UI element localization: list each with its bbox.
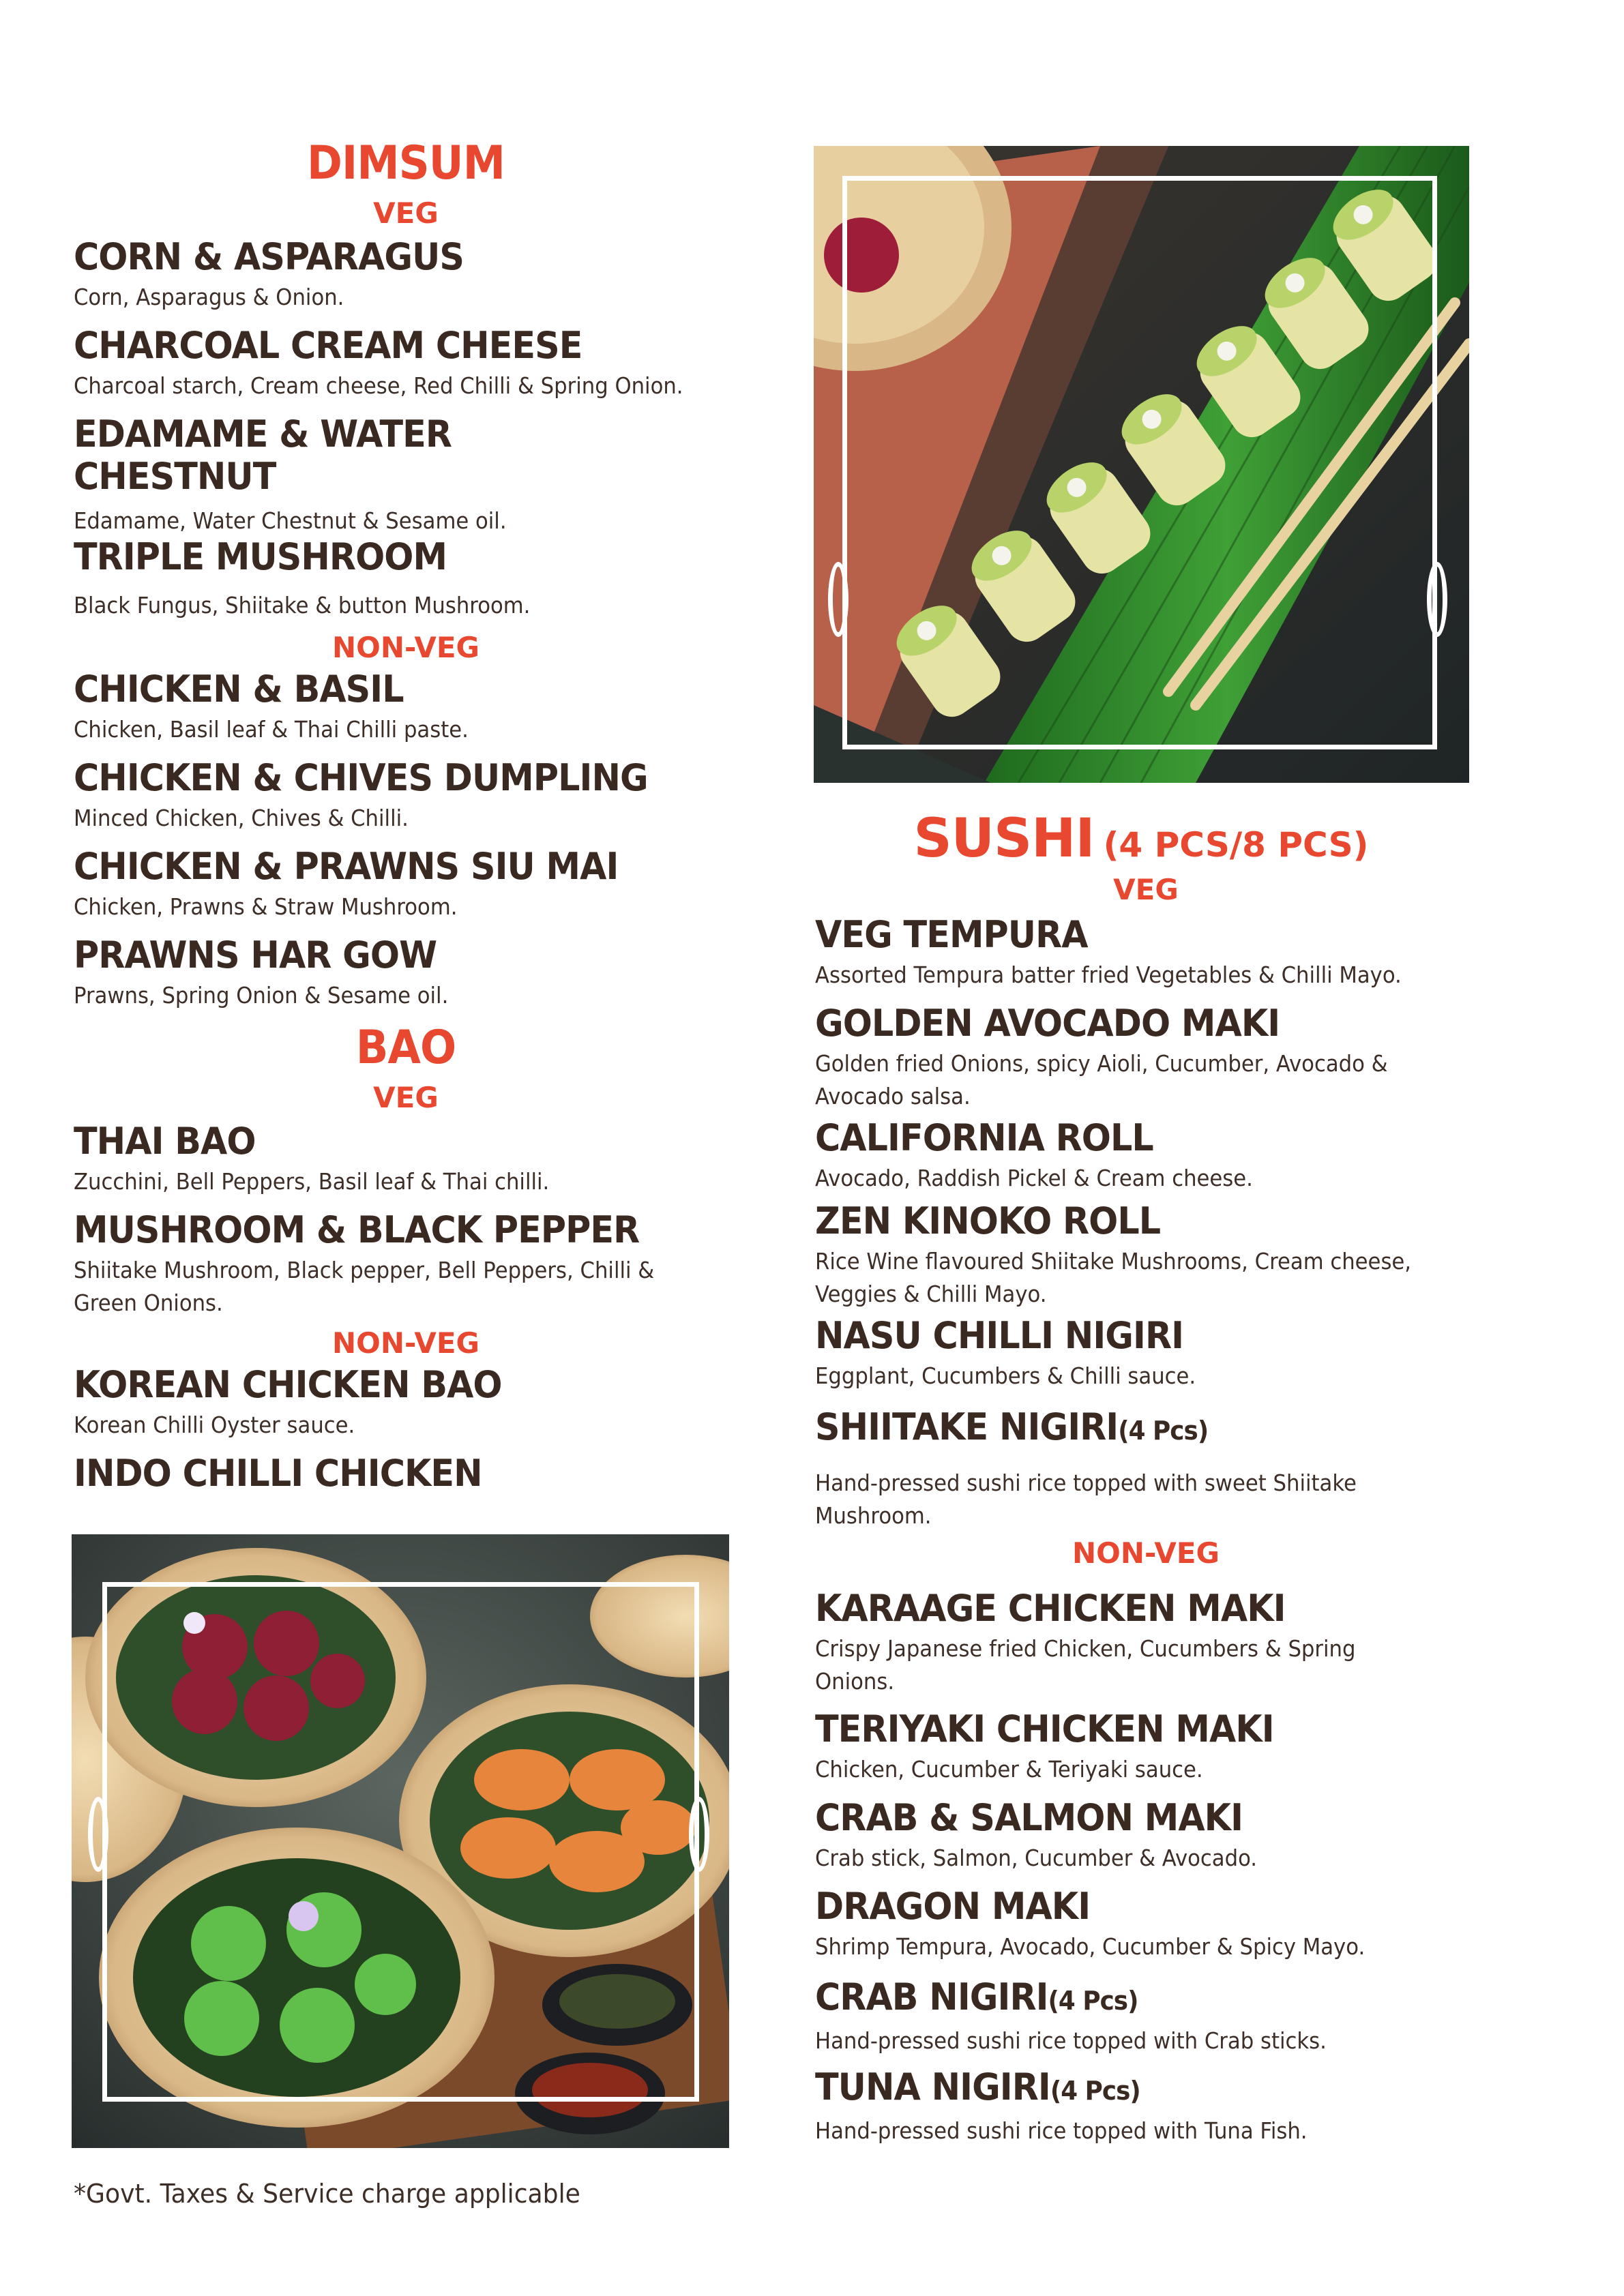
item-name: CHICKEN & PRAWNS SIU MAI: [74, 845, 619, 888]
footer-note: *Govt. Taxes & Service charge applicable: [74, 2179, 580, 2209]
menu-item: [74, 413, 539, 537]
menu-item: [74, 536, 565, 622]
menu-item: [74, 325, 729, 402]
item-desc: Chicken, Cucumber & Teriyaki sauce.: [815, 1756, 1203, 1783]
item-desc: Black Fungus, Shiitake & button Mushroom.: [74, 592, 531, 618]
menu-item: [815, 1200, 1456, 1311]
sushi-photo: [814, 146, 1469, 783]
sushi-title-row: [812, 808, 1471, 869]
menu-item: [74, 236, 489, 314]
menu-item: [74, 934, 477, 1012]
item-name-row: [815, 1976, 1332, 2022]
menu-item: [815, 1406, 1398, 1532]
item-name: DRAGON MAKI: [815, 1885, 1091, 1928]
item-name: TUNA NIGIRI: [815, 2066, 1050, 2108]
item-desc: Charcoal starch, Cream cheese, Red Chilli & Spring Onion.: [74, 372, 683, 399]
menu-item: [815, 914, 1446, 992]
item-desc: Minced Chicken, Chives & Chilli.: [74, 805, 409, 831]
item-name: CHICKEN & BASIL: [74, 668, 404, 711]
item-desc: Hand-pressed sushi rice topped with Crab sticks.: [815, 2027, 1327, 2054]
bao-title: BAO: [355, 1021, 456, 1075]
item-name: PRAWNS HAR GOW: [74, 934, 437, 976]
item-name: CHARCOAL CREAM CHEESE: [74, 324, 582, 367]
menu-item: [815, 1002, 1431, 1113]
item-pcs: (4 Pcs): [1050, 2076, 1140, 2106]
item-name: KARAAGE CHICKEN MAKI: [815, 1587, 1286, 1630]
bao-nonveg-label: NON-VEG: [331, 1326, 480, 1360]
item-desc: Korean Chilli Oyster sauce.: [74, 1412, 355, 1438]
item-name: CRAB NIGIRI: [815, 1976, 1048, 2018]
menu-item: [74, 1209, 698, 1320]
frame-notch-right: [1427, 562, 1447, 637]
item-name: VEG TEMPURA: [815, 913, 1088, 956]
menu-item: [815, 2066, 1344, 2147]
frame-notch-left: [88, 1797, 108, 1872]
sushi-title-suffix: (4 PCS/8 PCS): [1103, 825, 1369, 865]
menu-item: [815, 1117, 1286, 1195]
item-desc-line2: Veggies & Chilli Mayo.: [815, 1281, 1047, 1307]
item-desc-line2: Onions.: [815, 1668, 895, 1695]
item-desc: Avocado, Raddish Pickel & Cream cheese.: [815, 1165, 1253, 1191]
item-desc: Hand-pressed sushi rice topped with Tuna Fish.: [815, 2117, 1308, 2144]
item-name-row: [815, 1406, 1362, 1452]
menu-item: [74, 1452, 508, 1495]
item-desc-line2: Avocado salsa.: [815, 1083, 971, 1109]
bao-veg-label: VEG: [373, 1081, 439, 1114]
item-desc-line2: Green Onions.: [74, 1289, 223, 1316]
menu-item: [815, 1708, 1303, 1786]
sushi-nonveg-label: NON-VEG: [1072, 1536, 1220, 1570]
menu-item: [815, 1315, 1224, 1392]
item-name: INDO CHILLI CHICKEN: [74, 1452, 482, 1495]
item-desc: Hand-pressed sushi rice topped with sweet Shiitake: [815, 1470, 1357, 1496]
item-name: EDAMAME & WATER: [74, 413, 452, 456]
item-desc: Edamame, Water Chestnut & Sesame oil.: [74, 507, 507, 534]
item-desc: Chicken, Basil leaf & Thai Chilli paste.: [74, 716, 469, 743]
item-name: MUSHROOM & BLACK PEPPER: [74, 1208, 640, 1251]
item-name: ZEN KINOKO ROLL: [815, 1199, 1161, 1242]
item-name: CALIFORNIA ROLL: [815, 1116, 1153, 1159]
item-desc: Corn, Asparagus & Onion.: [74, 284, 344, 310]
dimsum-nonveg-label: NON-VEG: [331, 631, 480, 664]
item-name: CHICKEN & CHIVES DUMPLING: [74, 756, 648, 799]
item-desc: Chicken, Prawns & Straw Mushroom.: [74, 893, 458, 920]
item-name: SHIITAKE NIGIRI: [815, 1405, 1119, 1448]
item-name: CORN & ASPARAGUS: [74, 235, 464, 278]
dimsum-photo: [72, 1534, 729, 2148]
frame-notch-left: [828, 562, 848, 637]
menu-item: [815, 1976, 1365, 2057]
item-desc: Eggplant, Cucumbers & Chilli sauce.: [815, 1362, 1196, 1389]
menu-item: [74, 1120, 585, 1198]
photo-frame: [842, 176, 1437, 749]
item-desc: Rice Wine flavoured Shiitake Mushrooms, Cream cheese,: [815, 1248, 1412, 1274]
item-desc: Golden fried Onions, spicy Aioli, Cucumber, Avocado &: [815, 1050, 1388, 1077]
item-pcs: (4 Pcs): [1118, 1416, 1209, 1446]
item-desc: Prawns, Spring Onion & Sesame oil.: [74, 982, 449, 1009]
item-name: THAI BAO: [74, 1120, 256, 1163]
menu-item: [815, 1587, 1396, 1698]
sushi-veg-label: VEG: [1113, 873, 1179, 906]
item-name: NASU CHILLI NIGIRI: [815, 1314, 1184, 1357]
item-desc: Crispy Japanese fried Chicken, Cucumbers & Spring: [815, 1635, 1356, 1662]
item-name: CRAB & SALMON MAKI: [815, 1796, 1243, 1839]
item-name-line2: CHESTNUT: [74, 455, 276, 498]
item-desc-line2: Mushroom.: [815, 1502, 932, 1529]
menu-item: [74, 757, 684, 835]
item-desc: Shiitake Mushroom, Black pepper, Bell Peppers, Chilli &: [74, 1257, 655, 1283]
menu-item: [74, 846, 653, 923]
menu-item: [815, 1885, 1406, 1963]
item-pcs: (4 Pcs): [1048, 1986, 1138, 2016]
item-desc: Crab stick, Salmon, Cucumber & Avocado.: [815, 1845, 1258, 1871]
item-name-row: [815, 2066, 1312, 2112]
menu-item: [74, 668, 498, 746]
dimsum-veg-label: VEG: [373, 196, 439, 230]
item-desc: Assorted Tempura batter fried Vegetables & Chilli Mayo.: [815, 961, 1402, 988]
dimsum-title: DIMSUM: [306, 136, 505, 190]
photo-frame: [102, 1582, 699, 2102]
frame-notch-right: [689, 1797, 709, 1872]
menu-item: [815, 1797, 1290, 1875]
item-name: TRIPLE MUSHROOM: [74, 535, 447, 578]
item-desc: Shrimp Tempura, Avocado, Cucumber & Spicy Mayo.: [815, 1933, 1365, 1960]
menu-item: [74, 1364, 529, 1442]
item-desc: Zucchini, Bell Peppers, Basil leaf & Thai chilli.: [74, 1168, 550, 1195]
sushi-title: SUSHI: [913, 808, 1095, 869]
item-name: TERIYAKI CHICKEN MAKI: [815, 1708, 1274, 1750]
item-name: GOLDEN AVOCADO MAKI: [815, 1002, 1280, 1045]
item-name: KOREAN CHICKEN BAO: [74, 1363, 502, 1406]
